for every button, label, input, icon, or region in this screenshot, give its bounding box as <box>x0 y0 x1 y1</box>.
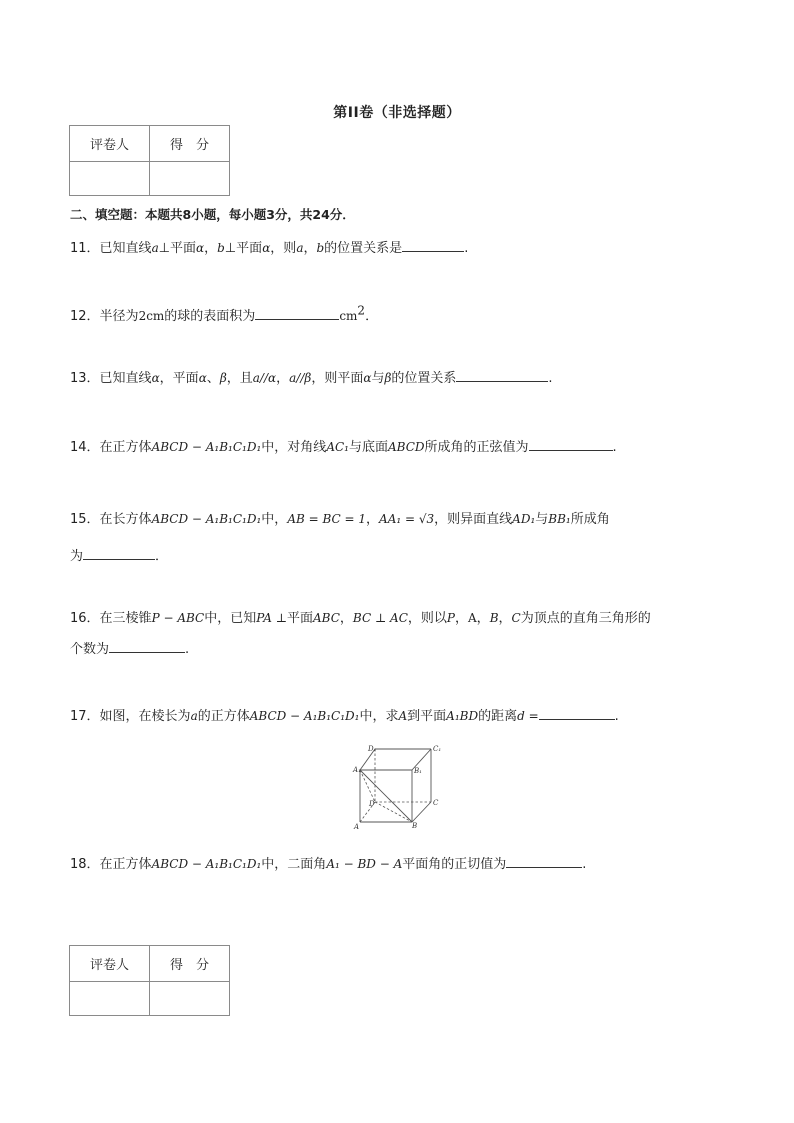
question-11: 11．已知直线a⊥平面α，b⊥平面α，则a，b的位置关系是 . <box>70 241 469 256</box>
section-header: 二、填空题：本题共8小题，每小题3分，共24分． <box>70 207 355 222</box>
label-B: B <box>412 822 418 830</box>
answer-blank[interactable] <box>529 438 613 451</box>
score-cell[interactable] <box>150 982 230 1016</box>
question-number: 12． <box>70 309 100 324</box>
answer-blank[interactable] <box>83 547 155 560</box>
question-14: 14．在正方体ABCD − A₁B₁C₁D₁中，对角线AC₁与底面ABCD所成角的正弦值为 . <box>70 440 617 455</box>
page-title: 第II卷（非选择题） <box>333 105 461 121</box>
question-16: 16．在三棱锥P − ABC中，已知PA ⊥平面ABC，BC ⊥ AC，则以P，A，B，C为顶点的直角三角形的 <box>70 611 651 626</box>
edge-BC <box>412 802 431 822</box>
score-cell[interactable] <box>150 162 230 196</box>
label-D1: D₁ <box>368 745 377 753</box>
answer-blank[interactable] <box>506 855 582 868</box>
score-table-bottom <box>69 945 230 1016</box>
answer-blank[interactable] <box>402 239 464 252</box>
reviewer-header: 评卷人 <box>70 126 150 162</box>
question-13: 13．已知直线α，平面α、β，且a//α，a//β，则平面α与β的位置关系 . <box>70 371 553 386</box>
label-A: A <box>354 823 360 831</box>
score-header: 得 分 <box>150 126 230 162</box>
question-18: 18．在正方体ABCD − A₁B₁C₁D₁中，二面角A₁ − BD − A平面角的正切值为 . <box>70 857 587 872</box>
reviewer-cell[interactable] <box>70 982 150 1016</box>
answer-blank[interactable] <box>539 707 615 720</box>
question-number: 18． <box>70 857 100 872</box>
answer-blank[interactable] <box>255 307 339 320</box>
label-C1: C₁ <box>433 745 442 753</box>
answer-blank[interactable] <box>109 640 185 653</box>
reviewer-header: 评卷人 <box>70 946 150 982</box>
label-C: C <box>433 799 439 807</box>
question-15-line-2: 为 ． <box>70 549 169 564</box>
question-number: 11． <box>70 241 100 256</box>
edge-BD-hidden <box>375 802 412 822</box>
question-16-line-2: 个数为 . <box>70 642 190 657</box>
score-table-top <box>69 125 230 196</box>
cube-figure <box>340 743 440 831</box>
edge-A1B <box>360 770 412 822</box>
answer-blank[interactable] <box>456 369 548 382</box>
question-number: 16． <box>70 611 100 626</box>
edge-A1D-hidden <box>360 770 375 802</box>
label-D: D <box>369 800 375 808</box>
reviewer-cell[interactable] <box>70 162 150 196</box>
question-number: 17． <box>70 709 100 724</box>
question-number: 14． <box>70 440 100 455</box>
score-header: 得 分 <box>150 946 230 982</box>
label-A1: A₁ <box>353 766 361 774</box>
question-number: 13． <box>70 371 100 386</box>
question-17: 17．如图，在棱长为a的正方体ABCD − A₁B₁C₁D₁中，求A到平面A₁BD的距离d = . <box>70 709 619 724</box>
question-15: 15．在长方体ABCD − A₁B₁C₁D₁中，AB = BC = 1，AA₁ = √3，则异面直线AD₁与BB₁所成角 <box>70 512 610 527</box>
question-number: 15． <box>70 512 100 527</box>
label-B1: B₁ <box>414 767 422 775</box>
question-12: 12．半径为2cm的球的表面积为 $cm^2$． <box>70 303 379 324</box>
